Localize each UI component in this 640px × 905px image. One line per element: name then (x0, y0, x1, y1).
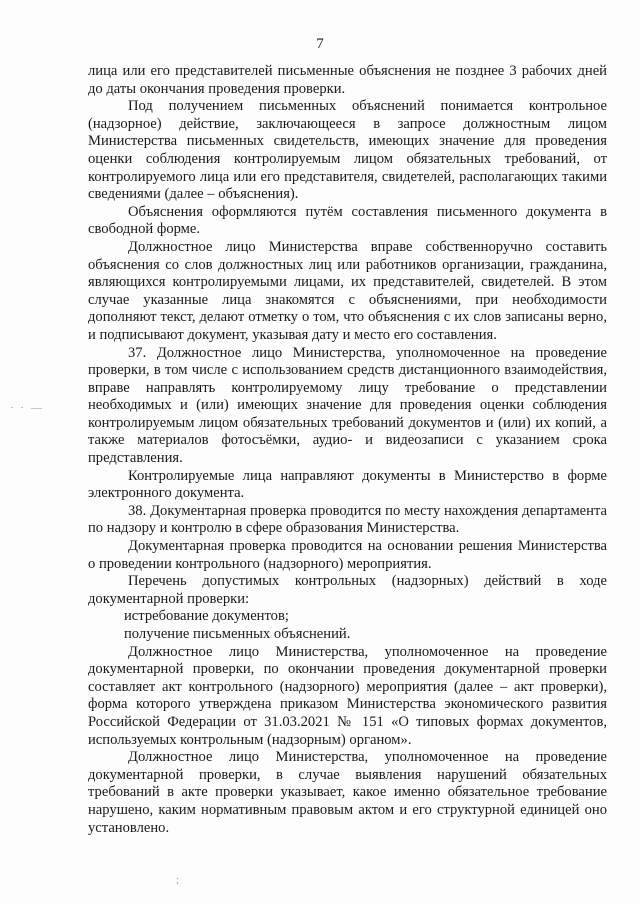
document-body (88, 63, 607, 837)
paragraph-inspection-act: Должностное лицо Министерства, уполномоченное на проведение документарной проверки, по окончании проведения документарной проверки составляет акт контрольного (надзорного) мероприятия (далее – акт проверки), форма которого утверждена приказом Министерства экономического развития Российской Федерации от 31.03.2021 № 151 «О типовых формах документов, используемых контрольным (надзорным) органом». (88, 643, 607, 748)
scan-margin-marks: · · — (10, 402, 44, 414)
paragraph-clause-37: 37. Должностное лицо Министерства, уполномоченное на проведение проверки, в том числе с использованием средств дистанционного взаимодействия, вправе направлять контролируемому лицу требование о представлении необходимых и (или) имеющих значение для проведения оценки соблюдения контролируемым лицом обязательных требований документов и (или) их копий, а также материалов фотосъёмки, аудио- и видеозаписи с указанием срока представления. (88, 344, 607, 467)
paragraph-clause-38: 38. Документарная проверка проводится по месту нахождения департамента по надзору и контролю в сфере образования Министерства. (88, 502, 607, 537)
paragraph-actions-list-intro: Перечень допустимых контрольных (надзорных) действий в ходе документарной проверки: (88, 573, 607, 607)
paragraph-explanations-form: Объяснения оформляются путём составления письменного документа в свободной форме. (88, 203, 607, 238)
scan-footer-mark: ; (176, 874, 180, 886)
page-number: 7 (316, 36, 324, 52)
paragraph-written-explanations-definition: Под получением письменных объяснений понимается контрольное (надзорное) действие, заключающееся в запросе должностным лицом Министерства письменных свидетельств, имеющих значение для проведения оценки соблюдения контролируемым лицом обязательных требований, от контролируемого лица или его представителя, свидетелей, располагающих такими сведениями (далее – объяснения). (88, 98, 607, 203)
paragraph-electronic-documents: Контролируемые лица направляют документы в Министерство в форме электронного документа. (88, 467, 607, 502)
paragraph-basis-decision: Документарная проверка проводится на основании решения Министерства о проведении контрольного (надзорного) мероприятия. (88, 538, 607, 572)
paragraph-violations-in-act: Должностное лицо Министерства, уполномоченное на проведение документарной проверки, в случае выявления нарушений обязательных требований в акте проверки указывает, какое именно обязательное требование нарушено, каким нормативным правовым актом и его структурной единицей оно установлено. (88, 749, 607, 836)
paragraph-official-may-compose: Должностное лицо Министерства вправе собственноручно составить объяснения со слов должностных лиц или работников организации, гражданина, являющихся контролируемыми лицами, их представителей, свидетелей. В этом случае указанные лица знакомятся с объяснениями, при необходимости дополняют текст, делают отметку о том, что объяснения с их слов записаны верно, и подписывают документ, указывая дату и место его составления. (88, 238, 607, 343)
paragraph-continuation: лица или его представителей письменные объяснения не позднее 3 рабочих дней до даты окончания проведения проверки. (88, 63, 607, 97)
list-item-documents-request: истребование документов; (124, 608, 289, 625)
list-item-written-explanations: получение письменных объяснений. (124, 626, 351, 642)
